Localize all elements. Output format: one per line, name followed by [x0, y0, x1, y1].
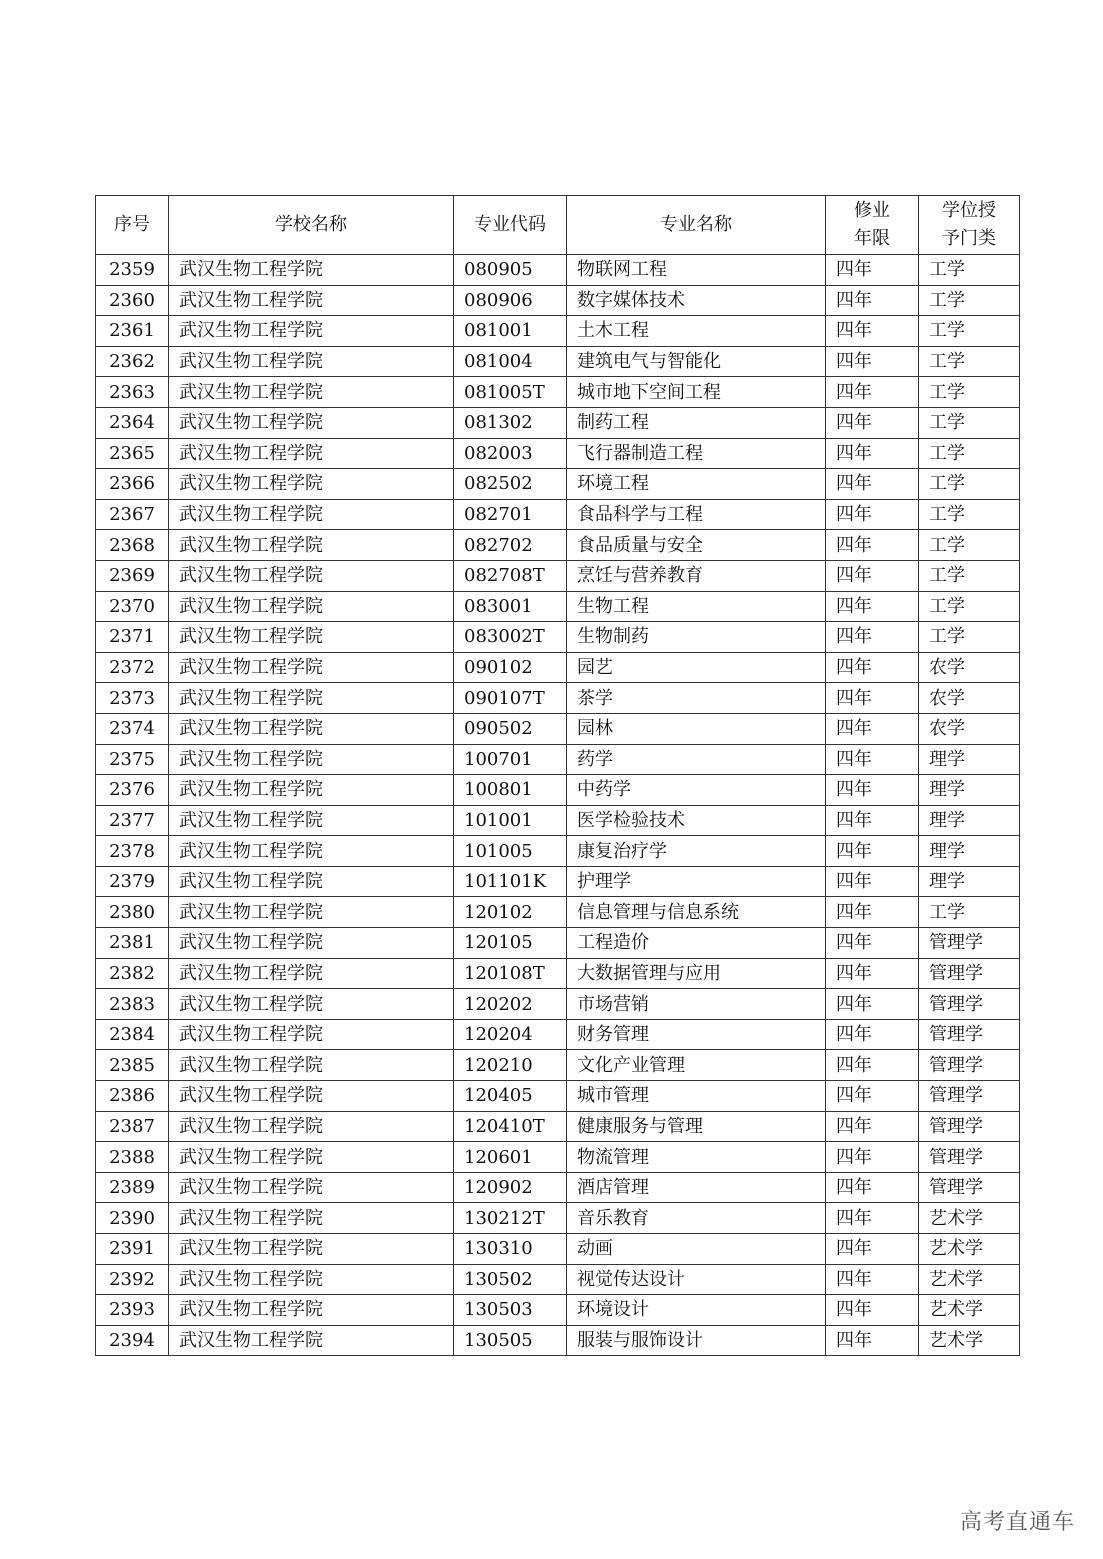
table-row [96, 928, 1020, 959]
watermark-text: 高考直通车 [959, 1510, 1075, 1535]
cell-seq: 2381 [96, 928, 169, 959]
table-row [96, 255, 1020, 286]
table-row [96, 499, 1020, 530]
cell-degree-category: 工学 [919, 346, 1020, 377]
cell-study-years: 四年 [826, 591, 919, 622]
table-row [96, 346, 1020, 377]
cell-study-years: 四年 [826, 1019, 919, 1050]
cell-degree-category: 艺术学 [919, 1295, 1020, 1326]
cell-study-years: 四年 [826, 1325, 919, 1356]
cell-degree-category: 艺术学 [919, 1264, 1020, 1295]
cell-study-years: 四年 [826, 897, 919, 928]
cell-major-name: 健康服务与管理 [567, 1111, 826, 1142]
cell-major-code: 120202 [454, 989, 567, 1020]
cell-degree-category: 工学 [919, 255, 1020, 286]
cell-school-name: 武汉生物工程学院 [169, 775, 454, 806]
cell-study-years: 四年 [826, 346, 919, 377]
cell-major-code: 083001 [454, 591, 567, 622]
cell-seq: 2361 [96, 316, 169, 347]
cell-major-name: 康复治疗学 [567, 836, 826, 867]
cell-major-code: 082702 [454, 530, 567, 561]
table-row [96, 1325, 1020, 1356]
cell-major-code: 130502 [454, 1264, 567, 1295]
cell-school-name: 武汉生物工程学院 [169, 1050, 454, 1081]
cell-major-name: 医学检验技术 [567, 805, 826, 836]
cell-school-name: 武汉生物工程学院 [169, 1019, 454, 1050]
cell-major-code: 130212T [454, 1203, 567, 1234]
cell-degree-category: 工学 [919, 407, 1020, 438]
cell-major-name: 文化产业管理 [567, 1050, 826, 1081]
cell-major-name: 音乐教育 [567, 1203, 826, 1234]
cell-major-name: 物流管理 [567, 1142, 826, 1173]
cell-degree-category: 管理学 [919, 1081, 1020, 1112]
cell-degree-category: 艺术学 [919, 1325, 1020, 1356]
table-row [96, 775, 1020, 806]
cell-seq: 2363 [96, 377, 169, 408]
cell-major-code: 090107T [454, 683, 567, 714]
cell-major-name: 烹饪与营养教育 [567, 560, 826, 591]
table-row [96, 316, 1020, 347]
cell-degree-category: 工学 [919, 897, 1020, 928]
cell-major-code: 100801 [454, 775, 567, 806]
cell-school-name: 武汉生物工程学院 [169, 1234, 454, 1265]
cell-seq: 2374 [96, 713, 169, 744]
table-row [96, 897, 1020, 928]
cell-degree-category: 农学 [919, 652, 1020, 683]
cell-school-name: 武汉生物工程学院 [169, 438, 454, 469]
cell-school-name: 武汉生物工程学院 [169, 1295, 454, 1326]
cell-seq: 2387 [96, 1111, 169, 1142]
cell-degree-category: 艺术学 [919, 1203, 1020, 1234]
cell-seq: 2375 [96, 744, 169, 775]
cell-seq: 2379 [96, 866, 169, 897]
cell-major-code: 082701 [454, 499, 567, 530]
cell-major-name: 药学 [567, 744, 826, 775]
cell-major-name: 建筑电气与智能化 [567, 346, 826, 377]
table-row [96, 1050, 1020, 1081]
cell-degree-category: 管理学 [919, 1111, 1020, 1142]
cell-degree-category: 工学 [919, 377, 1020, 408]
cell-major-code: 120405 [454, 1081, 567, 1112]
table-row [96, 1203, 1020, 1234]
header-degree-category-line2: 予门类 [942, 228, 996, 249]
cell-degree-category: 工学 [919, 469, 1020, 500]
cell-degree-category: 管理学 [919, 1050, 1020, 1081]
cell-study-years: 四年 [826, 713, 919, 744]
cell-seq: 2392 [96, 1264, 169, 1295]
header-study-years-line2: 年限 [854, 228, 890, 249]
table-row [96, 622, 1020, 653]
header-degree-category [919, 196, 1020, 255]
cell-degree-category: 理学 [919, 775, 1020, 806]
cell-seq: 2370 [96, 591, 169, 622]
cell-major-name: 城市地下空间工程 [567, 377, 826, 408]
cell-study-years: 四年 [826, 805, 919, 836]
table-row [96, 958, 1020, 989]
cell-major-code: 080906 [454, 285, 567, 316]
cell-study-years: 四年 [826, 866, 919, 897]
cell-major-code: 081005T [454, 377, 567, 408]
cell-major-code: 082003 [454, 438, 567, 469]
cell-study-years: 四年 [826, 1111, 919, 1142]
cell-major-code: 120102 [454, 897, 567, 928]
cell-seq: 2385 [96, 1050, 169, 1081]
cell-seq: 2393 [96, 1295, 169, 1326]
cell-major-name: 护理学 [567, 866, 826, 897]
cell-seq: 2376 [96, 775, 169, 806]
cell-study-years: 四年 [826, 560, 919, 591]
cell-degree-category: 工学 [919, 499, 1020, 530]
cell-study-years: 四年 [826, 622, 919, 653]
cell-study-years: 四年 [826, 407, 919, 438]
cell-seq: 2391 [96, 1234, 169, 1265]
cell-major-code: 083002T [454, 622, 567, 653]
cell-school-name: 武汉生物工程学院 [169, 1325, 454, 1356]
cell-seq: 2367 [96, 499, 169, 530]
cell-major-code: 090102 [454, 652, 567, 683]
cell-school-name: 武汉生物工程学院 [169, 1264, 454, 1295]
cell-study-years: 四年 [826, 377, 919, 408]
table-header [96, 196, 1020, 255]
cell-major-name: 园艺 [567, 652, 826, 683]
table-row [96, 1264, 1020, 1295]
cell-degree-category: 管理学 [919, 958, 1020, 989]
cell-study-years: 四年 [826, 438, 919, 469]
cell-study-years: 四年 [826, 1172, 919, 1203]
cell-major-name: 食品科学与工程 [567, 499, 826, 530]
cell-seq: 2384 [96, 1019, 169, 1050]
cell-degree-category: 工学 [919, 560, 1020, 591]
cell-school-name: 武汉生物工程学院 [169, 836, 454, 867]
header-major-code: 专业代码 [454, 196, 567, 255]
cell-major-code: 081001 [454, 316, 567, 347]
cell-school-name: 武汉生物工程学院 [169, 1081, 454, 1112]
cell-degree-category: 管理学 [919, 928, 1020, 959]
cell-study-years: 四年 [826, 1142, 919, 1173]
cell-seq: 2382 [96, 958, 169, 989]
table-row [96, 285, 1020, 316]
cell-seq: 2377 [96, 805, 169, 836]
cell-school-name: 武汉生物工程学院 [169, 744, 454, 775]
cell-school-name: 武汉生物工程学院 [169, 1203, 454, 1234]
cell-degree-category: 理学 [919, 836, 1020, 867]
cell-major-code: 130503 [454, 1295, 567, 1326]
table-row [96, 744, 1020, 775]
cell-major-code: 082708T [454, 560, 567, 591]
table-row [96, 866, 1020, 897]
table-row [96, 560, 1020, 591]
cell-seq: 2362 [96, 346, 169, 377]
cell-major-code: 120105 [454, 928, 567, 959]
header-degree-category-line1: 学位授 [942, 200, 996, 221]
cell-school-name: 武汉生物工程学院 [169, 530, 454, 561]
cell-school-name: 武汉生物工程学院 [169, 1172, 454, 1203]
cell-study-years: 四年 [826, 1234, 919, 1265]
cell-school-name: 武汉生物工程学院 [169, 1111, 454, 1142]
table-row [96, 469, 1020, 500]
cell-school-name: 武汉生物工程学院 [169, 469, 454, 500]
majors-table [95, 195, 1020, 1356]
cell-study-years: 四年 [826, 958, 919, 989]
cell-major-code: 120601 [454, 1142, 567, 1173]
cell-study-years: 四年 [826, 316, 919, 347]
cell-major-name: 中药学 [567, 775, 826, 806]
cell-degree-category: 工学 [919, 530, 1020, 561]
cell-major-code: 120410T [454, 1111, 567, 1142]
cell-major-name: 园林 [567, 713, 826, 744]
cell-major-name: 酒店管理 [567, 1172, 826, 1203]
cell-degree-category: 农学 [919, 683, 1020, 714]
cell-major-name: 环境设计 [567, 1295, 826, 1326]
cell-seq: 2373 [96, 683, 169, 714]
cell-school-name: 武汉生物工程学院 [169, 713, 454, 744]
cell-school-name: 武汉生物工程学院 [169, 255, 454, 286]
cell-major-code: 081004 [454, 346, 567, 377]
cell-degree-category: 工学 [919, 622, 1020, 653]
cell-major-name: 制药工程 [567, 407, 826, 438]
cell-school-name: 武汉生物工程学院 [169, 989, 454, 1020]
cell-degree-category: 工学 [919, 591, 1020, 622]
cell-study-years: 四年 [826, 683, 919, 714]
cell-school-name: 武汉生物工程学院 [169, 866, 454, 897]
cell-seq: 2380 [96, 897, 169, 928]
cell-major-code: 120204 [454, 1019, 567, 1050]
cell-major-code: 120108T [454, 958, 567, 989]
cell-degree-category: 管理学 [919, 989, 1020, 1020]
cell-school-name: 武汉生物工程学院 [169, 928, 454, 959]
table-row [96, 1081, 1020, 1112]
cell-seq: 2372 [96, 652, 169, 683]
header-seq: 序号 [96, 196, 169, 255]
cell-major-code: 100701 [454, 744, 567, 775]
table-row [96, 713, 1020, 744]
table-row [96, 530, 1020, 561]
cell-major-name: 土木工程 [567, 316, 826, 347]
cell-school-name: 武汉生物工程学院 [169, 346, 454, 377]
cell-seq: 2383 [96, 989, 169, 1020]
cell-seq: 2365 [96, 438, 169, 469]
cell-seq: 2368 [96, 530, 169, 561]
cell-degree-category: 工学 [919, 438, 1020, 469]
table-row [96, 1111, 1020, 1142]
table-row [96, 1234, 1020, 1265]
cell-school-name: 武汉生物工程学院 [169, 958, 454, 989]
cell-seq: 2366 [96, 469, 169, 500]
cell-seq: 2378 [96, 836, 169, 867]
cell-major-code: 090502 [454, 713, 567, 744]
cell-study-years: 四年 [826, 989, 919, 1020]
cell-major-code: 130310 [454, 1234, 567, 1265]
table-row [96, 407, 1020, 438]
cell-major-name: 信息管理与信息系统 [567, 897, 826, 928]
cell-major-name: 城市管理 [567, 1081, 826, 1112]
table-row [96, 377, 1020, 408]
cell-degree-category: 工学 [919, 285, 1020, 316]
cell-major-name: 大数据管理与应用 [567, 958, 826, 989]
cell-seq: 2364 [96, 407, 169, 438]
cell-study-years: 四年 [826, 1203, 919, 1234]
cell-major-name: 生物工程 [567, 591, 826, 622]
cell-major-name: 动画 [567, 1234, 826, 1265]
table-row [96, 1295, 1020, 1326]
cell-study-years: 四年 [826, 1050, 919, 1081]
cell-major-name: 生物制药 [567, 622, 826, 653]
cell-seq: 2360 [96, 285, 169, 316]
cell-school-name: 武汉生物工程学院 [169, 622, 454, 653]
cell-major-code: 101001 [454, 805, 567, 836]
table-row [96, 1142, 1020, 1173]
cell-degree-category: 工学 [919, 316, 1020, 347]
cell-study-years: 四年 [826, 499, 919, 530]
header-study-years [826, 196, 919, 255]
cell-school-name: 武汉生物工程学院 [169, 499, 454, 530]
cell-degree-category: 农学 [919, 713, 1020, 744]
cell-major-name: 视觉传达设计 [567, 1264, 826, 1295]
cell-study-years: 四年 [826, 469, 919, 500]
cell-study-years: 四年 [826, 285, 919, 316]
cell-major-name: 物联网工程 [567, 255, 826, 286]
cell-degree-category: 理学 [919, 866, 1020, 897]
table-row [96, 652, 1020, 683]
cell-school-name: 武汉生物工程学院 [169, 805, 454, 836]
cell-seq: 2369 [96, 560, 169, 591]
cell-degree-category: 理学 [919, 805, 1020, 836]
cell-seq: 2371 [96, 622, 169, 653]
cell-major-code: 130505 [454, 1325, 567, 1356]
cell-degree-category: 理学 [919, 744, 1020, 775]
table-row [96, 683, 1020, 714]
cell-school-name: 武汉生物工程学院 [169, 285, 454, 316]
cell-major-code: 101101K [454, 866, 567, 897]
header-study-years-line1: 修业 [854, 200, 890, 221]
cell-study-years: 四年 [826, 1295, 919, 1326]
cell-study-years: 四年 [826, 928, 919, 959]
header-row [96, 196, 1020, 255]
cell-major-name: 数字媒体技术 [567, 285, 826, 316]
cell-study-years: 四年 [826, 255, 919, 286]
cell-study-years: 四年 [826, 1264, 919, 1295]
table-row [96, 1019, 1020, 1050]
cell-major-code: 120902 [454, 1172, 567, 1203]
cell-major-name: 工程造价 [567, 928, 826, 959]
cell-school-name: 武汉生物工程学院 [169, 560, 454, 591]
table-row [96, 591, 1020, 622]
cell-major-code: 082502 [454, 469, 567, 500]
cell-major-name: 市场营销 [567, 989, 826, 1020]
cell-seq: 2386 [96, 1081, 169, 1112]
table-row [96, 438, 1020, 469]
cell-study-years: 四年 [826, 1081, 919, 1112]
cell-school-name: 武汉生物工程学院 [169, 652, 454, 683]
cell-major-code: 081302 [454, 407, 567, 438]
cell-school-name: 武汉生物工程学院 [169, 407, 454, 438]
cell-major-name: 茶学 [567, 683, 826, 714]
header-major-name: 专业名称 [567, 196, 826, 255]
cell-school-name: 武汉生物工程学院 [169, 1142, 454, 1173]
table-row [96, 1172, 1020, 1203]
cell-school-name: 武汉生物工程学院 [169, 377, 454, 408]
cell-seq: 2359 [96, 255, 169, 286]
cell-degree-category: 艺术学 [919, 1234, 1020, 1265]
cell-major-name: 飞行器制造工程 [567, 438, 826, 469]
cell-major-name: 财务管理 [567, 1019, 826, 1050]
cell-major-code: 120210 [454, 1050, 567, 1081]
cell-study-years: 四年 [826, 652, 919, 683]
cell-study-years: 四年 [826, 775, 919, 806]
cell-study-years: 四年 [826, 836, 919, 867]
cell-study-years: 四年 [826, 530, 919, 561]
cell-major-name: 服装与服饰设计 [567, 1325, 826, 1356]
table-row [96, 836, 1020, 867]
header-school-name: 学校名称 [169, 196, 454, 255]
cell-degree-category: 管理学 [919, 1172, 1020, 1203]
cell-major-name: 食品质量与安全 [567, 530, 826, 561]
table-row [96, 989, 1020, 1020]
cell-degree-category: 管理学 [919, 1019, 1020, 1050]
cell-seq: 2389 [96, 1172, 169, 1203]
cell-school-name: 武汉生物工程学院 [169, 591, 454, 622]
table-body [96, 255, 1020, 1356]
cell-school-name: 武汉生物工程学院 [169, 316, 454, 347]
cell-major-code: 080905 [454, 255, 567, 286]
cell-degree-category: 管理学 [919, 1142, 1020, 1173]
cell-major-name: 环境工程 [567, 469, 826, 500]
table-row [96, 805, 1020, 836]
cell-school-name: 武汉生物工程学院 [169, 683, 454, 714]
cell-seq: 2394 [96, 1325, 169, 1356]
cell-major-code: 101005 [454, 836, 567, 867]
cell-study-years: 四年 [826, 744, 919, 775]
cell-seq: 2390 [96, 1203, 169, 1234]
cell-school-name: 武汉生物工程学院 [169, 897, 454, 928]
cell-seq: 2388 [96, 1142, 169, 1173]
